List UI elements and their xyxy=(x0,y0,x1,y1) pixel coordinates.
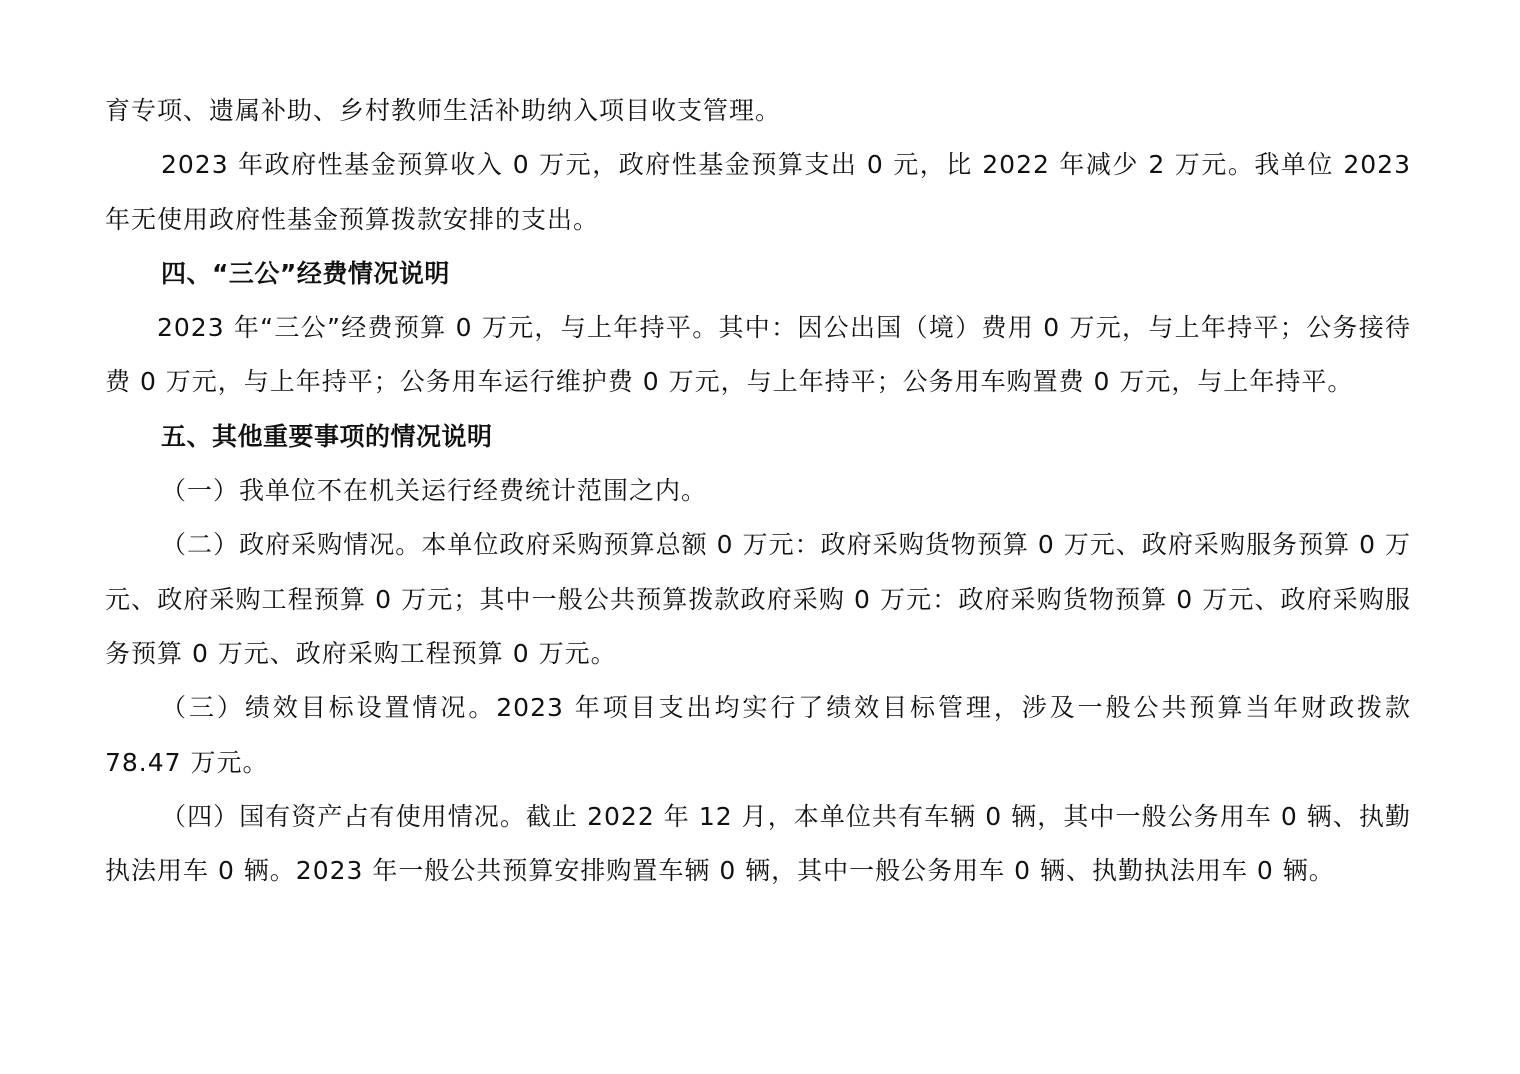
paragraph-item-2: （二）政府采购情况。本单位政府采购预算总额 0 万元：政府采购货物预算 0 万元、政府采购服务预算 0 万元、政府采购工程预算 0 万元；其中一般公共预算拨款政府采购 0 万元：政府采购货物预算 0 万元、政府采购服务预算 0 万元、政府采购工程预算 0 万元。 xyxy=(105,530,1411,668)
section-heading-other-matters: 五、其他重要事项的情况说明 xyxy=(161,421,493,451)
section-heading-three-public: 四、“三公”经费情况说明 xyxy=(161,258,450,288)
paragraph-item-1: （一）我单位不在机关运行经费统计范围之内。 xyxy=(161,476,708,506)
paragraph-continuation: 育专项、遗属补助、乡村教师生活补助纳入项目收支管理。 xyxy=(105,96,782,125)
paragraph-government-fund: 2023 年政府性基金预算收入 0 万元，政府性基金预算支出 0 元，比 2022 年减少 2 万元。我单位 2023 年无使用政府性基金预算拨款安排的支出。 xyxy=(105,150,1411,234)
paragraph-three-public: 2023 年“三公”经费预算 0 万元，与上年持平。其中：因公出国（境）费用 0 万元，与上年持平；公务接待费 0 万元，与上年持平；公务用车运行维护费 0 万元，与上年持平；公务用车购置费 0 万元，与上年持平。 xyxy=(105,313,1411,397)
document-page xyxy=(105,84,1411,898)
paragraph-item-3: （三）绩效目标设置情况。2023 年项目支出均实行了绩效目标管理，涉及一般公共预算当年财政拨款 78.47 万元。 xyxy=(105,693,1411,777)
paragraph-item-4: （四）国有资产占有使用情况。截止 2022 年 12 月，本单位共有车辆 0 辆，其中一般公务用车 0 辆、执勤执法用车 0 辆。2023 年一般公共预算安排购置车辆 0 辆，其中一般公务用车 0 辆、执勤执法用车 0 辆。 xyxy=(105,801,1411,886)
